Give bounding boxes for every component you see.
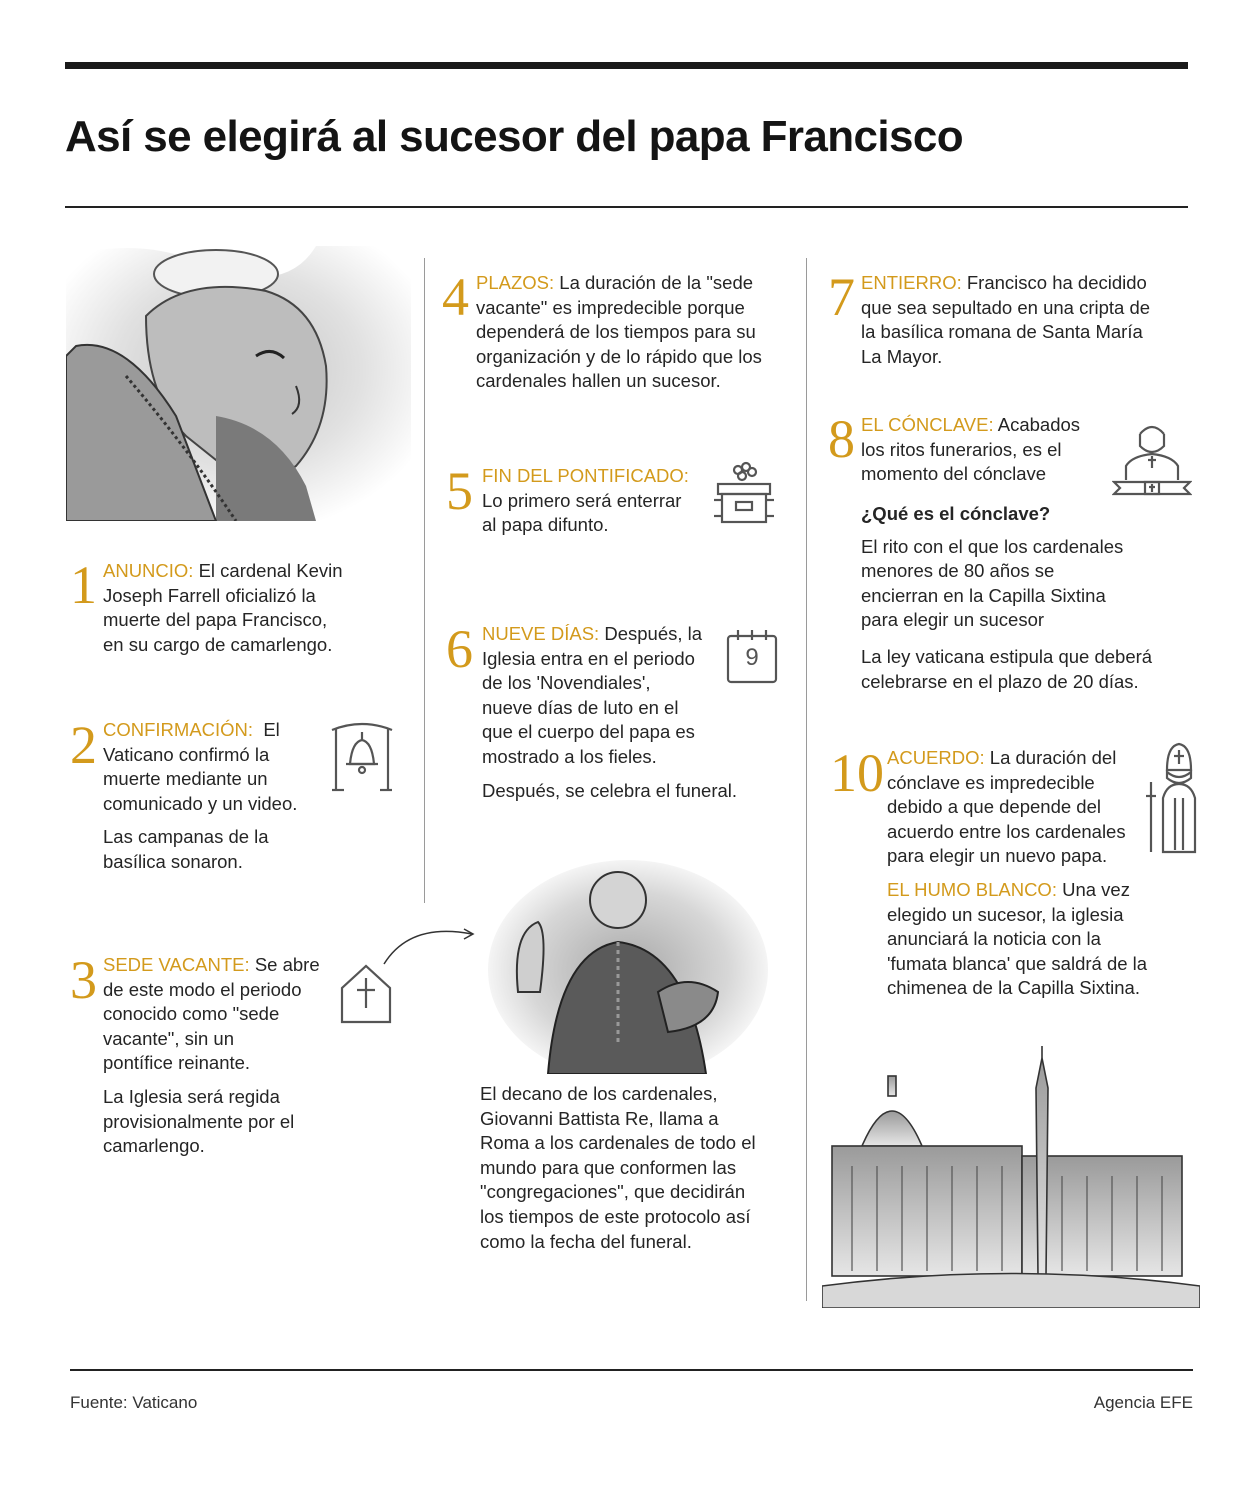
step-8-line: Acabados [997, 414, 1081, 435]
step-2-text [103, 718, 333, 875]
step-1-line: Joseph Farrell oficializó la [103, 584, 316, 606]
decano-line: los tiempos de este protocolo así [480, 1205, 751, 1227]
step-4-number: 4 [442, 267, 469, 327]
source-credit: Fuente: Vaticano [70, 1393, 198, 1412]
conclave-answer-line: menores de 80 años se [861, 560, 1055, 582]
conclave-question: ¿Qué es el cónclave? [861, 503, 1051, 524]
st-peters-basilica-illustration [822, 1046, 1200, 1308]
title-rule [65, 206, 1188, 208]
top-bar [65, 62, 1188, 69]
step-8-number: 8 [828, 409, 855, 469]
step-6-line: que el cuerpo del papa es [482, 721, 695, 743]
calendar-day: 9 [745, 644, 759, 671]
step-3-line: de este modo el periodo [103, 978, 302, 1000]
mitre-icon [336, 960, 396, 1028]
step-3-line: pontífice reinante. [103, 1052, 251, 1074]
arrow-icon [380, 922, 480, 968]
step-2-extra-line: Las campanas de la [103, 826, 269, 848]
step-7-keyword: ENTIERRO: [861, 272, 962, 293]
cardinal-re-illustration [478, 842, 768, 1074]
step-7-line: La Mayor. [861, 345, 943, 367]
step-10-line: acuerdo entre los cardenales [887, 820, 1126, 842]
step-7-number: 7 [828, 267, 855, 327]
step-10-keyword: ACUERDO: [887, 747, 985, 768]
step-3-line: Se abre [254, 954, 320, 975]
conclave-explainer [861, 502, 1191, 694]
step-3-line: conocido como "sede [103, 1003, 280, 1025]
step-1-line: El cardenal Kevin [198, 560, 343, 581]
step-3-extra-line: provisionalmente por el [103, 1110, 295, 1132]
step-5-number: 5 [446, 461, 473, 521]
step-3-number: 3 [70, 950, 97, 1010]
bell-icon [328, 720, 396, 792]
step-8-keyword: EL CÓNCLAVE: [861, 414, 994, 435]
step-1-number: 1 [70, 555, 97, 615]
white-smoke-line: anunciará la noticia con la [887, 928, 1101, 950]
step-7-line: Francisco ha decidido [966, 272, 1147, 293]
step-3-keyword: SEDE VACANTE: [103, 954, 250, 975]
step-10-line: para elegir un nuevo papa. [887, 845, 1108, 867]
step-6-line: nueve días de luto en el [482, 696, 679, 718]
step-3-text [103, 953, 343, 1159]
page-title: Así se elegirá al sucesor del papa Francisco [65, 112, 964, 161]
step-6-line: Iglesia entra en el periodo [482, 647, 695, 669]
step-4-line: dependerá de los tiempos para su [476, 321, 756, 343]
footer-rule [70, 1369, 1193, 1371]
step-1-line: en su cargo de camarlengo. [103, 633, 333, 655]
step-2-line: El [263, 719, 280, 740]
step-6-number: 6 [446, 619, 473, 679]
decano-line: "congregaciones", que decidirán [480, 1181, 746, 1203]
step-8-text [861, 413, 1101, 487]
step-1-keyword: ANUNCIO: [103, 560, 194, 581]
agency-credit: Agencia EFE [1093, 1393, 1193, 1412]
step-2-keyword: CONFIRMACIÓN: [103, 719, 254, 740]
conclave-law-line: La ley vaticana estipula que deberá [861, 645, 1153, 667]
step-4-line: La duración de la "sede [559, 272, 754, 293]
step-3-extra-line: camarlengo. [103, 1135, 205, 1157]
step-6-line: Después, la [604, 623, 703, 644]
white-smoke-line: 'fumata blanca' que saldrá de la [887, 952, 1148, 974]
cardinal-icon [1112, 418, 1192, 496]
step-1-text [103, 559, 403, 657]
column-divider-left [424, 258, 425, 903]
step-3-extra-line: La Iglesia será regida [103, 1085, 280, 1107]
white-smoke-line: elegido un sucesor, la iglesia [887, 903, 1124, 925]
decano-line: como la fecha del funeral. [480, 1230, 692, 1252]
decano-line: El decano de los cardenales, [480, 1083, 718, 1104]
step-2-line: comunicado y un video. [103, 792, 298, 814]
step-2-extra-line: basílica sonaron. [103, 850, 243, 872]
step-4-keyword: PLAZOS: [476, 272, 555, 293]
step-7-text [861, 271, 1191, 369]
conclave-answer-line: para elegir un sucesor [861, 609, 1045, 631]
step-10-line: debido a que depende del [887, 796, 1101, 818]
step-10-text [887, 746, 1157, 1001]
step-6-line: mostrado a los fieles. [482, 745, 657, 767]
decano-line: Roma a los cardenales de todo el [480, 1132, 756, 1154]
pope-icon [1145, 742, 1197, 854]
step-5-keyword: FIN DEL PONTIFICADO: [482, 465, 689, 486]
calendar-icon [724, 628, 780, 686]
white-smoke-line: Una vez [1062, 878, 1130, 900]
column-divider-right [806, 258, 807, 1301]
step-1-line: muerte del papa Francisco, [103, 609, 328, 631]
step-10-number: 10 [830, 743, 884, 803]
step-5-text [482, 464, 712, 538]
step-4-line: vacante" es impredecible porque [476, 296, 745, 318]
pope-francis-portrait-illustration [66, 236, 411, 521]
white-smoke-line: chimenea de la Capilla Sixtina. [887, 977, 1140, 999]
conclave-answer-line: encierran en la Capilla Sixtina [861, 584, 1106, 606]
step-10-line: La duración del [989, 747, 1117, 768]
coffin-icon [712, 460, 776, 528]
step-3-line: vacante", sin un [103, 1027, 235, 1049]
step-5-line: al papa difunto. [482, 514, 609, 536]
decano-text [480, 1082, 780, 1254]
conclave-law-line: celebrarse en el plazo de 20 días. [861, 670, 1139, 692]
white-smoke-keyword: EL HUMO BLANCO: [887, 878, 1057, 900]
step-8-line: los ritos funerarios, es el [861, 438, 1062, 460]
decano-line: mundo para que conformen las [480, 1156, 737, 1178]
step-10-line: cónclave es impredecible [887, 771, 1095, 793]
step-4-line: organización y de lo rápido que los [476, 345, 762, 367]
step-4-text [476, 271, 796, 394]
conclave-answer-line: El rito con el que los cardenales [861, 535, 1124, 557]
step-6-keyword: NUEVE DÍAS: [482, 623, 600, 644]
step-7-line: que sea sepultado en una cripta de [861, 296, 1151, 318]
step-8-line: momento del cónclave [861, 463, 1047, 485]
step-5-line: Lo primero será enterrar [482, 489, 682, 511]
step-7-line: la basílica romana de Santa María [861, 321, 1143, 343]
step-6-extra-line: Después, se celebra el funeral. [482, 779, 738, 801]
step-2-line: muerte mediante un [103, 768, 268, 790]
step-4-line: cardenales hallen un sucesor. [476, 370, 721, 392]
decano-line: Giovanni Battista Re, llama a [480, 1107, 719, 1129]
step-2-number: 2 [70, 715, 97, 775]
step-2-line: Vaticano confirmó la [103, 743, 270, 765]
step-6-line: de los 'Novendiales', [482, 672, 651, 694]
